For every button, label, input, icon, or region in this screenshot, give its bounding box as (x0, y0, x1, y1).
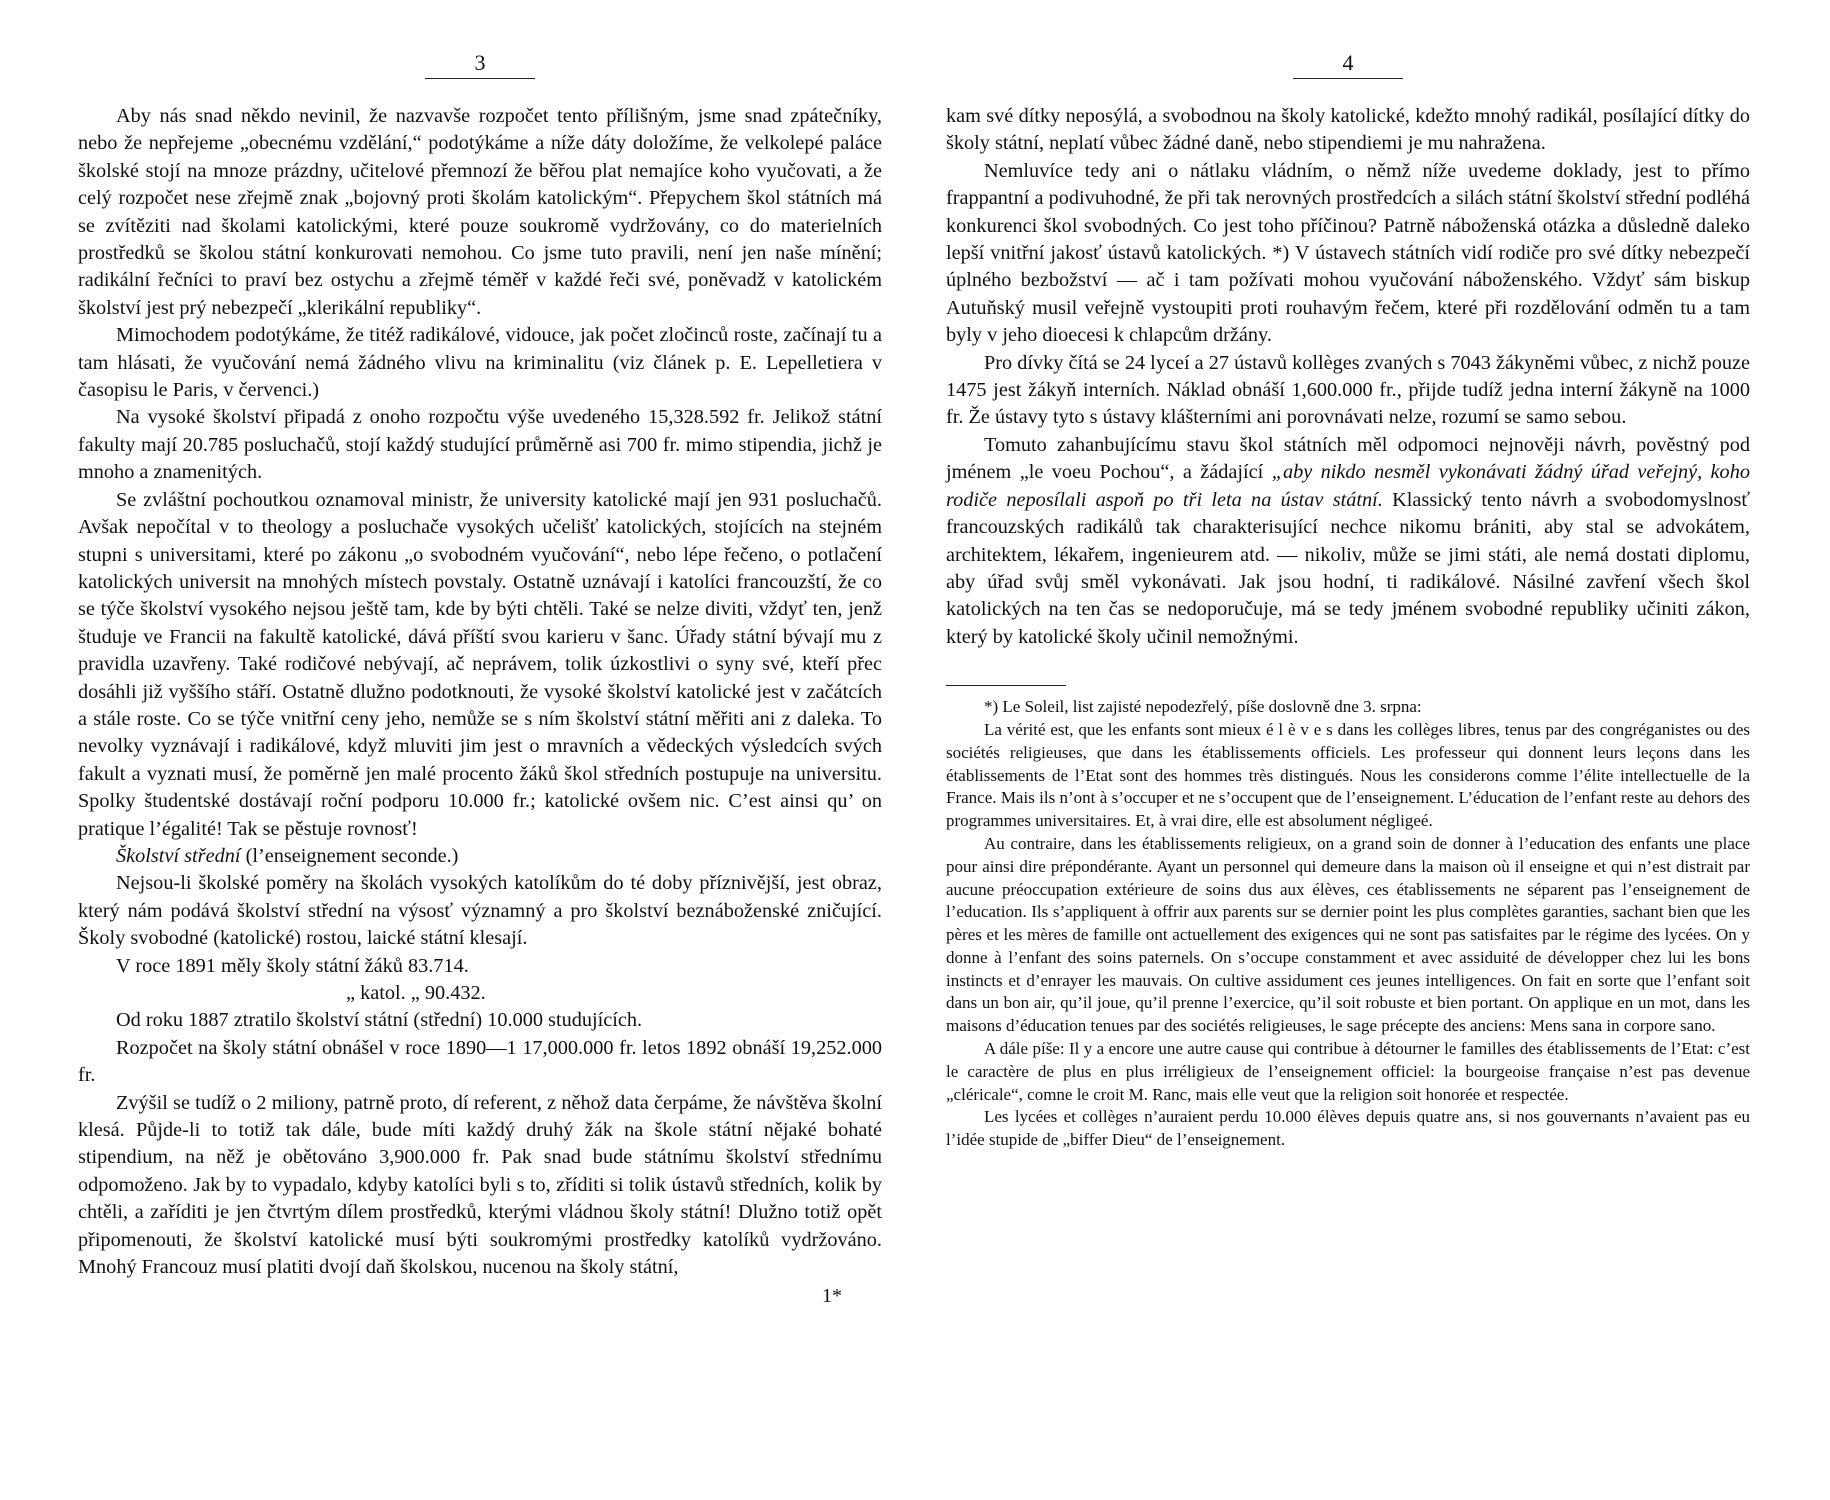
paragraph: Nejsou-li školské poměry na školách vysokých katolíkům do té doby příznivější, jest obraz, který nám podává školství střední na výsosť významný a pro školství beznáboženské zničující. Školy svobodné (katolické) rostou, laické státní klesají. (78, 872, 882, 950)
paragraph: Mimochodem podotýkáme, že titéž radikálové, vidouce, jak počet zločinců roste, začínají tu a tam hlásati, že vyučování nemá žádného vlivu na kriminalitu (viz článek p. E. Lepelletiera v časopisu le Paris, v červenci.) (78, 324, 882, 402)
statistic-line: V roce 1891 měly školy státní žáků 83.714. (116, 954, 469, 977)
header-rule (1293, 78, 1403, 79)
footnote-paragraph: Au contraire, dans les établissements religieux, on a grand soin de donner à l’education des enfants une place pour ainsi dire prépondérante. Ayant un personnel qui demeure dans la maison où il enseigne et qui n’est distrait par aucune préoccupation extérieure de soins dus aux élèves, ces établissements ne séparent pas l’enseignement de l’education. Ils s’appliquent à offrir aux parents sur se dernier point les plus complètes garanties, sachant bien que les pères et les mères de famille ont actuellement des exigences qui ne sont pas satisfaites par le régime des lycées. On y donne à l’enfant des soins paternels. On s’occupe constamment et avec assiduité de développer chez lui les bons instincts et d’enrayer les mauvais. On cultive assidument ces jeunes intelligences. On fait en sorte que l’enfant soit dans un bon air, qu’il joue, qu’il prenne l’exercice, qu’il soit robuste et bien portant. On applique en un mot, dans les maisons d’éducation tenues par des sociétés religieuses, le sage précepte des anciens: Mens sana in corpore sano. (946, 833, 1750, 1036)
section-heading-rest: (l’enseignement seconde.) (240, 844, 459, 867)
left-page-body (78, 103, 882, 1309)
left-page (78, 0, 882, 1500)
page-number: 4 (1342, 50, 1354, 75)
quoted-proposal: „aby nikdo nesměl vykonávati žádný úřad veřejný, koho rodiče neposílali aspoň po tři leta na ústav státní. (946, 461, 1750, 511)
footnote-rule (946, 685, 1066, 686)
paragraph: Nemluvíce tedy ani o nátlaku vládním, o němž níže uvedeme doklady, jest to přímo frappantní a podivuhodné, že při tak nerovných prostředcích a silách státní školství střední podléhá konkurenci škol svobodných. Co jest toho příčinou? Patrně náboženská otázka a důsledně daleko lepší vnitřní jakosť ústavů katolických. *) V ústavech státních vidí rodiče pro své dítky nebezpečí úplného bezbožství — ač i tam požívati mohou vyučování náboženského. Vždyť sám biskup Autuňský musil veřejně vystoupiti proti rouhavým řečem, které při rozdělování odměn tu a tam byly v jeho dioecesi k chlapcům držány. (946, 159, 1750, 347)
header-rule (425, 78, 535, 79)
footnote-paragraph: Les lycées et collèges n’auraient perdu 10.000 élèves depuis quatre ans, si nos gouvernants n’avaient pas eu l’idée stupide de „biffer Dieu“ de l’enseignement. (946, 1107, 1750, 1150)
paragraph-text: Tomuto zahanbujícímu stavu škol státních měl odpomoci nejnověji návrh, pověstný pod jménem „le voeu Pochou“, a žádající (946, 433, 1750, 484)
statistic-line: Rozpočet na školy státní obnášel v roce 1890—1 17,000.000 fr. letos 1892 obnáší 19,252.000 fr. (78, 1036, 882, 1087)
section-heading (78, 843, 882, 870)
paragraph: Aby nás snad někdo nevinil, že nazvavše rozpočet tento přílišným, jsme snad zpátečníky, nebo že nepřejeme „obecnému vzdělání,“ podotýkáme a níže dáty doložíme, že velkolepé paláce školské stojí na mnoze prázdny, učitelové přemnozí že běřou plat nemajíce koho vyučovati, a že celý rozpočet nese zřejmě znak „bojovný proti školám katolickým“. Přepychem škol státních má se zvítěziti nad školami katolickými, které pouze soukromě vydržovány, co do materielních prostředků se školou státní konkurovati nemohou. Co jsme tuto pravili, není jen naše mínění; radikální řečníci to praví bez ostychu a zřejmě téměř v každé řeči své, poněvadž v katolickém školství jest prý nebezpečí „klerikální republiky“. (78, 105, 882, 319)
footnote-paragraph: A dále píše: Il y a encore une autre cause qui contribue à détourner le familles des établissements de l’Etat: c’est le caractère de plus en plus irréligieux de l’enseignement officiel: la bourgeoise française n’est pas devenue „cléricale“, comne le croit M. Ranc, mais elle veut que la religion soit honorée et respectée. (946, 1039, 1750, 1104)
statistic-line: „ katol. „ 90.432. (346, 982, 486, 1004)
statistic-line: Od roku 1887 ztratilo školství státní (střední) 10.000 studujících. (116, 1009, 643, 1032)
paragraph: Na vysoké školství připadá z onoho rozpočtu výše uvedeného 15,328.592 fr. Jelikož státní fakulty mají 20.785 posluchačů, stojí každý studující průměrně asi 700 fr. mimo stipendia, jichž je mnoho a znamenitých. (78, 406, 882, 484)
page-number: 3 (474, 50, 486, 75)
paragraph: Pro dívky čítá se 24 lyceí a 27 ústavů kollèges zvaných s 7043 žákyněmi vůbec, z nichž pouze 1475 jest žákyň interních. Náklad obnáší 1,600.000 fr., přijde tudíž jedna interní žákyně na 1000 fr. Že ústavy tyto s ústavy klášterními ani porovnávati nelze, rozumí se samo sebou. (946, 351, 1750, 429)
section-heading-italic: Školství střední (116, 844, 241, 867)
footnote (946, 696, 1750, 1152)
footnote-paragraph: La vérité est, que les enfants sont mieux é l è v e s dans les collèges libres, tenus par des congréganistes ou des sociétés religieuses, que dans les établissements officiels. Les professeur qui donnent leurs leçons dans les établissements de l’Etat sont des hommes très distingués. Nous les considerons comme l’élite intellectuelle de la France. Mais ils n’ont à s’occuper et ne s’occupent que de l’enseignement. L’éducation de l’enfant reste au dehors des programmes universitaires. Et, à vrai dire, elle est absolument négligeé. (946, 719, 1750, 831)
paragraph: kam své dítky neposýlá, a svobodnou na školy katolické, kdežto mnohý radikál, posílající dítky do školy státní, neplatí vůbec žádné daně, nebo stipendiemi je mu nahražena. (946, 105, 1750, 155)
paragraph: Se zvláštní pochoutkou oznamoval ministr, že university katolické mají jen 931 posluchačů. Avšak nepočítal v to theology a posluchače vysokých učelišť katolických, stojících na stejném stupni s universitami, které po zákonu „o svobodném vyučování“, nebo lépe řečeno, o potlačení katolických universit na mnohých místech povstaly. Ostatně uznávají i katolíci francouzští, že co se týče školství vysokého nejsou ještě tam, kde by býti chtěli. Také se nelze diviti, vždyť ten, jenž študuje ve Francii na fakultě katolické, dává příští svou karieru v šanc. Úřady státní bývají mu z pravidla uzavřeny. Také rodičové nebývají, ač neprávem, tolik úzkostlivi o syny své, kteří přec dosáhli již vyššího stáří. Ostatně dlužno podotknouti, že vysoké školství katolické jest v začátcích a stále roste. Co se týče vnitřní ceny jeho, nemůže se s ním školství státní měřiti ani z daleka. To nevolky vyznávají i radikálové, když mluviti jim jest o mravních a vědeckých výsledcích svých fakult a vyznati musí, že poměrně jen malé procento žáků škol středních postupuje na universitu. Spolky študentské dostávají roční podporu 10.000 fr.; katolické ovšem nic. C’est ainsi qu’ on pratique l’égalité! Tak se pěstuje rovnosť! (78, 488, 882, 840)
right-page-body (946, 103, 1750, 651)
right-page (946, 0, 1750, 1500)
paragraph: Zvýšil se tudíž o 2 miliony, patrně proto, dí referent, z něhož data čerpáme, že návštěva školní klesá. Půjde-li to totiž tak dále, bude míti každý druhý žák na škole státní nějaké bohaté stipendium, na něž je obětováno 3,900.000 fr. Pak snad bude státnímu školství střednímu odpomoženo. Jak by to vypadalo, kdyby katolíci byli s to, zříditi si tolik ústavů středních, kolik by chtěli, a zaříditi je jen čtvrtým dílem prostředků, kterými vládnou školy státní! Dlužno totiž opět připomenouti, že školství katolické musí býti soukromými prostředky katolíků vydržováno. Mnohý Francouz musí platiti dvojí daň školskou, nucenou na školy státní, (78, 1091, 882, 1279)
paragraph (946, 432, 1750, 651)
footnote-paragraph: *) Le Soleil, list zajisté nepodezřelý, píše doslovně dne 3. srpna: (984, 697, 1422, 717)
paragraph-text: Klassický tento návrh a svobodomyslnosť francouzských radikálů tak charakterisující nechce nikomu brániti, aby stal se advokátem, architektem, lékařem, ingenieurem atd. — nikoliv, může se jimi státi, ale nemá dostati diplomu, aby úřad svůj směl vykonávati. Jak jsou hodní, ti radikálové. Násilné zavření všech škol katolických na ten čas se nedoporučuje, má se tedy jménem svobodné republiky učiniti zákon, který by katolické školy učinil nemožnými. (946, 488, 1750, 648)
signature-mark: 1* (822, 1285, 842, 1308)
